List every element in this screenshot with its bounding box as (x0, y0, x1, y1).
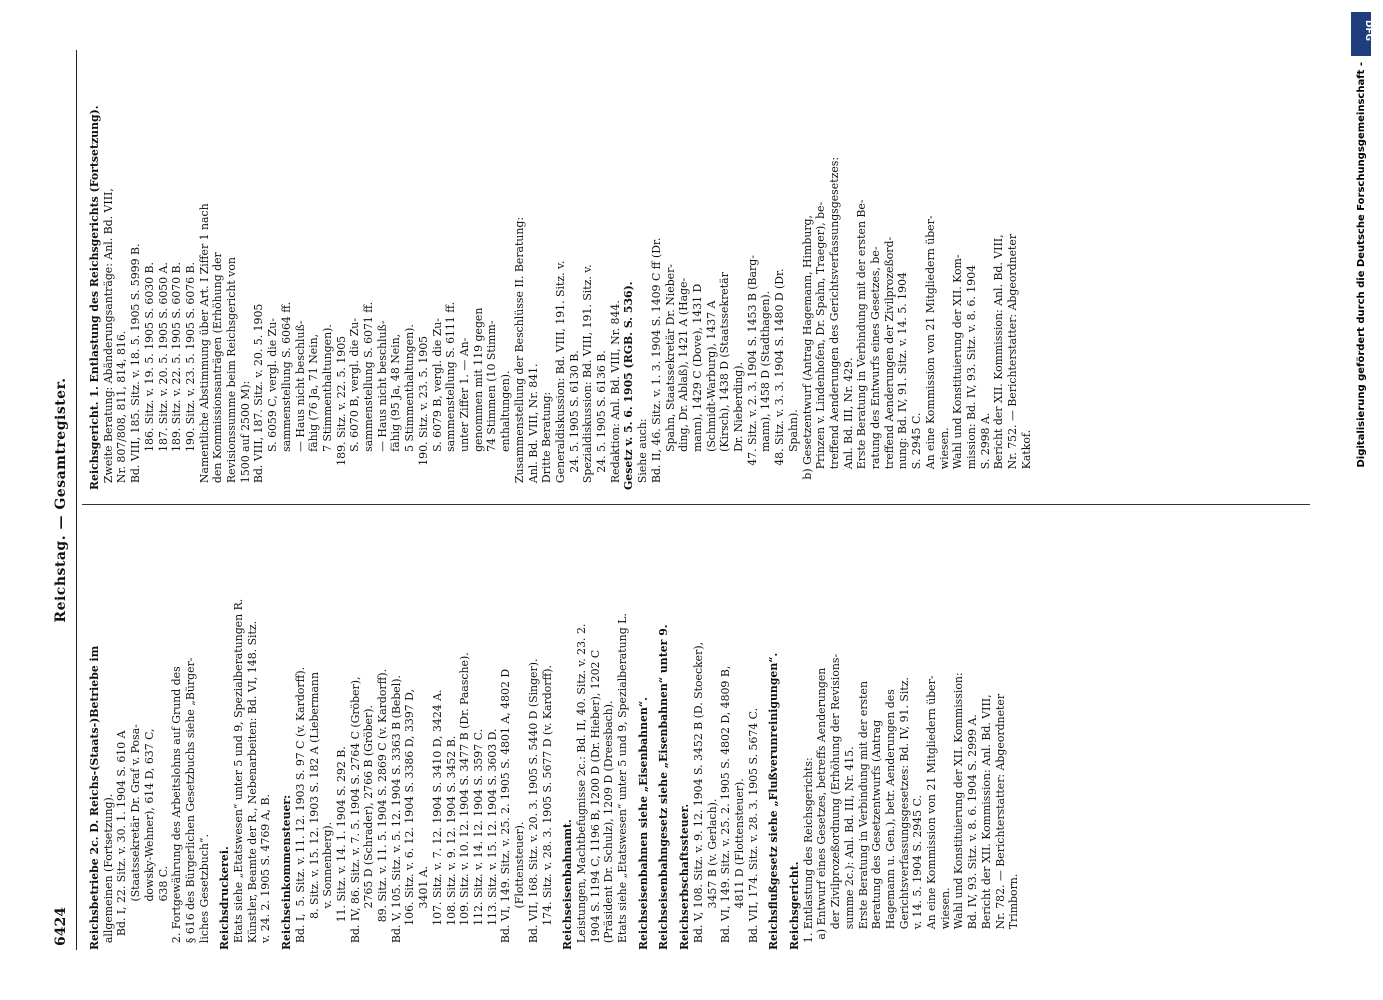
paragraph-gap (671, 520, 678, 950)
paragraph-gap (760, 520, 767, 950)
index-entry-heading: Reichseisenbahnamt. (561, 819, 575, 950)
index-entry-line: Gerichtsverfassungsgesetzes: Bd. IV, 91. Sitz. (897, 677, 911, 950)
index-entry-heading: Reichseisenbahngesetz siehe „Eisenbahnen“ unter 9. (657, 624, 671, 950)
index-entry-line: Spezialdiskussion: Bd. VIII, 191. Sitz. v. (581, 264, 595, 490)
index-entry-line: Trimborn. (1007, 873, 1021, 950)
digitization-stamp (1348, 8, 1376, 992)
index-entry-line: 8. Sitz. v. 15. 12. 1903 S. 182 A (Liebermann (307, 672, 321, 950)
index-entry-line: Katkof. (1019, 429, 1033, 490)
index-entry-line: Erste Beratung in Verbindung mit der ersten (856, 681, 870, 950)
paragraph-gap (554, 520, 561, 950)
index-entry-line: Bd. VII, 174. Sitz. v. 28. 3. 1905 S. 5674 C. (746, 707, 760, 950)
index-entry-line: nung: Bd. IV, 91. Sitz. v. 14. 5. 1904 (896, 272, 910, 490)
index-entry-line: 48. Sitz. v. 3. 3. 1904 S. 1480 D (Dr. (773, 268, 787, 490)
index-entry-line: Bd. VI, 149. Sitz. v. 25. 2. 1905 S. 4801 A, 4802 D (499, 668, 513, 950)
index-entry-line: Spahn, Staatssekretär Dr. Nieber- (663, 264, 677, 490)
index-entry-heading: Reichsbetriebe 2c. D. Reichs-(Staats-)Betriebe im (88, 645, 101, 950)
index-entry-line: v. 24. 2. 1905 S. 4769 A, B. (259, 794, 273, 950)
index-entry-line: 108. Sitz. v. 9. 12. 1904 S. 3452 B. (444, 735, 458, 950)
index-entry-line: (Flottensteuer). (513, 821, 527, 950)
index-entry-line: Anl. Bd. VIII, Nr. 841. (526, 363, 540, 490)
index-entry-line: Bericht der XII. Kommission: Anl. Bd. VIII, (992, 234, 1006, 490)
index-entry-line: Etats siehe „Etatswesen“ unter 5 und 9, Spezialberatung L. (616, 613, 630, 950)
index-entry-line: 638 C. (156, 865, 170, 950)
index-entry-line: sammenstellung S. 6111 ff. (444, 301, 458, 490)
index-entry-line: Etats siehe „Etatswesen“ unter 5 und 9, Spezialberatungen R. (232, 598, 246, 950)
index-entry-line: Redaktion: Anl. Bd. VIII, Nr. 844. (608, 300, 622, 490)
index-entry-heading: Gesetz v. 5. 6. 1905 (RGB. S. 536). (622, 281, 636, 490)
index-entry-line: 2765 D (Schrader), 2766 B (Gröber). (362, 705, 376, 950)
index-entry-line: S. 6070 B, vergl. die Zu- (348, 318, 362, 490)
index-entry-line: 4811 D (Flottensteuer). (732, 778, 746, 950)
paragraph-gap (211, 520, 218, 950)
index-entry-line: Bd. I, 5. Sitz. v. 11. 12. 1903 S. 97 C (v. Kardorff). (293, 666, 307, 950)
index-entry-line: Revisionssumme beim Reichsgericht von (225, 257, 239, 490)
index-entry-line: 189. Sitz. v. 22. 5. 1905 S. 6070 B. (170, 261, 184, 490)
paragraph-gap (273, 520, 280, 950)
index-entry-line: Beratung des Gesetzentwurfs (Antrag (870, 719, 884, 950)
index-entry-line: Nr. 782. — Berichterstatter: Abgeordneter (993, 693, 1007, 950)
index-entry-line: enthaltungen). (499, 370, 513, 490)
index-entry-line: Wahl und Konstituierung der XII. Kom- (951, 254, 965, 490)
running-title: Reichstag. — Gesamtregister. (53, 377, 69, 623)
paragraph-gap (781, 520, 788, 950)
index-entry-line: Bd. IV, 93. Sitz. v. 8. 6. 1904 S. 2999 A. (966, 714, 980, 950)
index-entry-line: (Schmidt-Warburg), 1437 A (704, 300, 718, 490)
index-entry-heading: Reichseinkommensteuer: (280, 794, 294, 950)
index-entry-line: 24. 5. 1905 S. 6136 B. (595, 350, 609, 490)
index-entry-heading: Reichseisenbahnen siehe „Eisenbahnen“. (636, 697, 650, 950)
index-entry-line: der Zivilprozeßordnung (Erhöhung der Revisions- (829, 653, 843, 950)
index-entry-line: Bd. VII, 168. Sitz. v. 20. 3. 1905 S. 5440 D (Singer). (526, 658, 540, 950)
index-entry-line: Bd. VI, 149. Sitz. v. 25. 2. 1905 S. 4802 D, 4809 B, (719, 665, 733, 950)
index-entry-line: — Haus nicht beschluß- (375, 320, 389, 490)
index-entry-heading: Reichsgericht. 1. Entlastung des Reichsgerichts (Fortsetzung). (88, 105, 101, 490)
index-entry-line: Zusammenstellung der Beschlüsse II. Beratung: (512, 216, 526, 490)
index-entry-line: (Staatssekretär Dr. Graf v. Posa- (129, 724, 143, 950)
index-entry-line: Nr. 752. — Berichterstatter: Abgeordneter (1006, 233, 1020, 490)
index-entry-line: Namentliche Abstimmung über Art. I Ziffer 1 nach (197, 203, 211, 490)
index-entry-line: 74 Stimmen (10 Stimm- (485, 320, 499, 490)
index-entry-line: (Präsident Dr. Schulz), 1209 D (Dreesbach). (602, 700, 616, 950)
index-entry-line: genommen mit 119 gegen (471, 307, 485, 490)
rotated-page (50, 50, 1320, 950)
index-entry-heading: Reichserbschaftssteuer. (678, 803, 692, 950)
index-entry-line: S. 6059 C, vergl. die Zu- (266, 318, 280, 490)
index-entry-line: allgemeinen (Fortsetzung). (101, 793, 115, 950)
index-entry-line: Bd. VIII, 185. Sitz. v. 18. 5. 1905 S. 5999 B. (129, 243, 143, 490)
index-entry-line: 47. Sitz. v. 2. 3. 1904 S. 1453 B (Barg- (745, 255, 759, 490)
index-entry-line: b) Gesetzentwurf (Antrag Hagemann, Himburg, (800, 215, 814, 490)
index-entry-line: 187. Sitz. v. 20. 5. 1905 S. 6050 A. (156, 262, 170, 490)
index-entry-line: An eine Kommission von 21 Mitgliedern über- (925, 675, 939, 950)
index-entry-line: sammenstellung S. 6064 ff. (279, 301, 293, 490)
column-divider (82, 504, 1310, 505)
index-entry-line: Anl. Bd. III, Nr. 429. (841, 357, 855, 490)
index-entry-line: 7 Stimmenthaltungen). (320, 324, 334, 490)
index-entry-line: Künstler, Beamte der R., Nebenarbeiten: Bd. VI, 148. Sitz. (245, 620, 259, 950)
index-entry-line: 190. Sitz. v. 23. 5. 1905 S. 6076 B. (183, 261, 197, 490)
index-entry-line: wiesen. (937, 427, 951, 490)
index-entry-line: Wahl und Konstituierung der XII. Kommission: (952, 672, 966, 950)
right-column (88, 50, 1034, 490)
index-entry-line: Siehe auch: (636, 418, 650, 490)
index-entry-line: S. 2998 A. (978, 412, 992, 490)
index-entry-line: liches Gesetzbuch“. (197, 834, 211, 950)
index-entry-line: S. 2945 C. (910, 412, 924, 490)
page-number: 6424 (53, 907, 69, 946)
index-entry-line: Dr. Nieberding). (732, 362, 746, 490)
index-entry-line: Erste Beratung in Verbindung mit der ersten Be- (855, 199, 869, 490)
index-entry-line: Prinzen v. Lindenhofen, Dr. Spahn, Traeger), be- (814, 201, 828, 490)
index-entry-line: Bericht der XII. Kommission: Anl. Bd. VIII, (979, 694, 993, 950)
index-entry-line: An eine Kommission von 21 Mitgliedern über- (923, 215, 937, 490)
index-entry-line: 2. Fortgewährung des Arbeitslohns auf Grund des (170, 666, 184, 950)
index-entry-line: Bd. IV, 86. Sitz. v. 7. 5. 1904 S. 2764 C (Gröber), (348, 676, 362, 950)
paragraph-gap (630, 520, 637, 950)
index-entry-line: Generaldiskussion: Bd. VIII, 191. Sitz. v. (553, 260, 567, 490)
index-entry-line: § 616 des Bürgerlichen Gesetzbuchs siehe „Bürger- (183, 657, 197, 950)
index-entry-heading: Reichsdruckerei. (218, 846, 232, 950)
index-entry-line: 3457 B (v. Gerlach). (705, 798, 719, 950)
index-entry-line: 189. Sitz. v. 22. 5. 1905 (334, 335, 348, 490)
index-entry-line: Hagemann u. Gen.), betr. Aenderungen des (883, 689, 897, 950)
index-entry-line: sammenstellung S. 6071 ff. (362, 301, 376, 490)
index-entry-line: mission: Bd. IV, 93. Sitz. v. 8. 6. 1904 (965, 265, 978, 490)
index-entry-line: v. 14. 5. 1904 S. 2945 C. (911, 795, 925, 950)
index-entry-line: 109. Sitz. v. 10. 12. 1904 S. 3477 B (Dr. Paasche). (458, 652, 472, 950)
index-entry-line: 89. Sitz. v. 11. 5. 1904 S. 2869 C (v. Kardorff). (376, 668, 390, 950)
index-entry-line: den Kommissionsanträgen (Erhöhung der (211, 252, 225, 490)
index-entry-line: 112. Sitz. v. 14. 12. 1904 S. 3597 C. (471, 728, 485, 950)
index-entry-line: Zweite Beratung: Abänderungsanträge: Anl. Bd. VIII, (101, 188, 115, 490)
index-entry-line: ratung des Entwurfs eines Gesetzes, be- (869, 246, 883, 490)
index-entry-line: mann), 1458 D (Stadthagen). (759, 290, 773, 490)
index-entry-line: 107. Sitz. v. 7. 12. 1904 S. 3410 D, 3424 A. (430, 689, 444, 950)
index-entry-line: 5 Stimmenthaltungen). (403, 324, 417, 490)
index-entry-line: Dritte Beratung: (540, 391, 554, 490)
index-entry-line: 106. Sitz. v. 6. 12. 1904 S. 3386 D, 3397 D, (403, 689, 417, 950)
index-entry-line: 113. Sitz. v. 15. 12. 1904 S. 3603 D. (485, 728, 499, 950)
index-entry-line: 1500 auf 2500 M): (238, 380, 252, 490)
index-entry-line: 1904 S. 1194 C, 1196 B, 1200 D (Dr. Hieber), 1202 C (588, 649, 602, 950)
index-entry-line: (Kirsch), 1438 D (Staatssekretär (718, 272, 732, 490)
index-entry-line: treffend Aenderungen der Zivilprozeßord- (882, 236, 896, 490)
index-entry-line: treffend Aenderungen des Gerichtsverfassungsgesetzes: (827, 156, 841, 490)
index-entry-line: Leistungen, Machtbefugnisse 2c.: Bd. II, 40. Sitz. v. 23. 2. (574, 623, 588, 950)
index-entry-line: a) Entwurf eines Gesetzes, betreffs Aenderungen (815, 667, 829, 950)
paragraph-gap (650, 520, 657, 950)
index-entry-line: 1. Entlastung des Reichsgerichts: (801, 757, 815, 950)
index-entry-heading: Reichsflußgesetz siehe „Flußverunreinigungen“. (767, 652, 781, 950)
index-entry-line: — Haus nicht beschluß- (293, 320, 307, 490)
index-entry-heading: Reichsgericht. (788, 861, 802, 950)
index-entry-line: Nr. 807/808, 811, 814, 816. (115, 330, 129, 490)
index-entry-line: Bd. V, 108. Sitz. v. 9. 12. 1904 S. 3452 B (D. Stoecker), (691, 641, 705, 950)
index-entry-line: wiesen. (938, 887, 952, 950)
index-entry-line: 24. 5. 1905 S. 6130 B. (567, 350, 581, 490)
index-entry-line: 174. Sitz. v. 28. 3. 1905 S. 5677 D (v. Kardorff). (540, 665, 554, 950)
index-entry-line: 11. Sitz. v. 14. 1. 1904 S. 292 B. (334, 746, 348, 950)
dfg-logo: DFG (1351, 12, 1371, 56)
index-entry-line: ding, Dr. Ablaß), 1421 A (Hage- (677, 277, 691, 490)
index-entry-line: summe 2c.): Anl. Bd. III, Nr. 415. (842, 746, 856, 950)
index-entry-line: 3401 A. (417, 865, 431, 950)
index-entry-line: fähig (76 Ja, 71 Nein, (307, 333, 321, 490)
page-header (50, 50, 77, 950)
index-entry-line: S. 6079 B, vergl. die Zu- (430, 318, 444, 490)
index-entry-line: fähig (95 Ja, 48 Nein, (389, 333, 403, 490)
index-entry-line: Bd. V, 105. Sitz. v. 5. 12. 1904 S. 3363 B (Bebel). (389, 675, 403, 950)
index-entry-line: Bd. VIII, 187. Sitz. v. 20. 5. 1905 (252, 303, 266, 490)
index-entry-line: v. Sonnenberg). (321, 821, 335, 950)
index-entry-line: unter Ziffer 1. — An- (457, 337, 471, 490)
index-entry-line: dowsky-Wehner), 614 D, 637 C, (142, 728, 156, 950)
index-entry-line: Bd. II, 46. Sitz. v. 1. 3. 1904 S. 1409 C ff (Dr. (649, 237, 663, 490)
index-entry-line: Bd. I, 22. Sitz. v. 30. 1. 1904 S. 610 A (115, 730, 129, 950)
index-entry-line: 190. Sitz. v. 23. 5. 1905 (416, 335, 430, 490)
index-entry-line: Spahn). (786, 409, 800, 490)
index-entry-line: 186. Sitz. v. 19. 5. 1905 S. 6030 B. (142, 261, 156, 490)
stamp-text: Digitalisierung gefördert durch die Deutsche Forschungsgemeinschaft - (1356, 62, 1367, 468)
index-entry-line: mann), 1429 C (Dove), 1431 D (690, 283, 704, 490)
left-column (88, 520, 1021, 950)
